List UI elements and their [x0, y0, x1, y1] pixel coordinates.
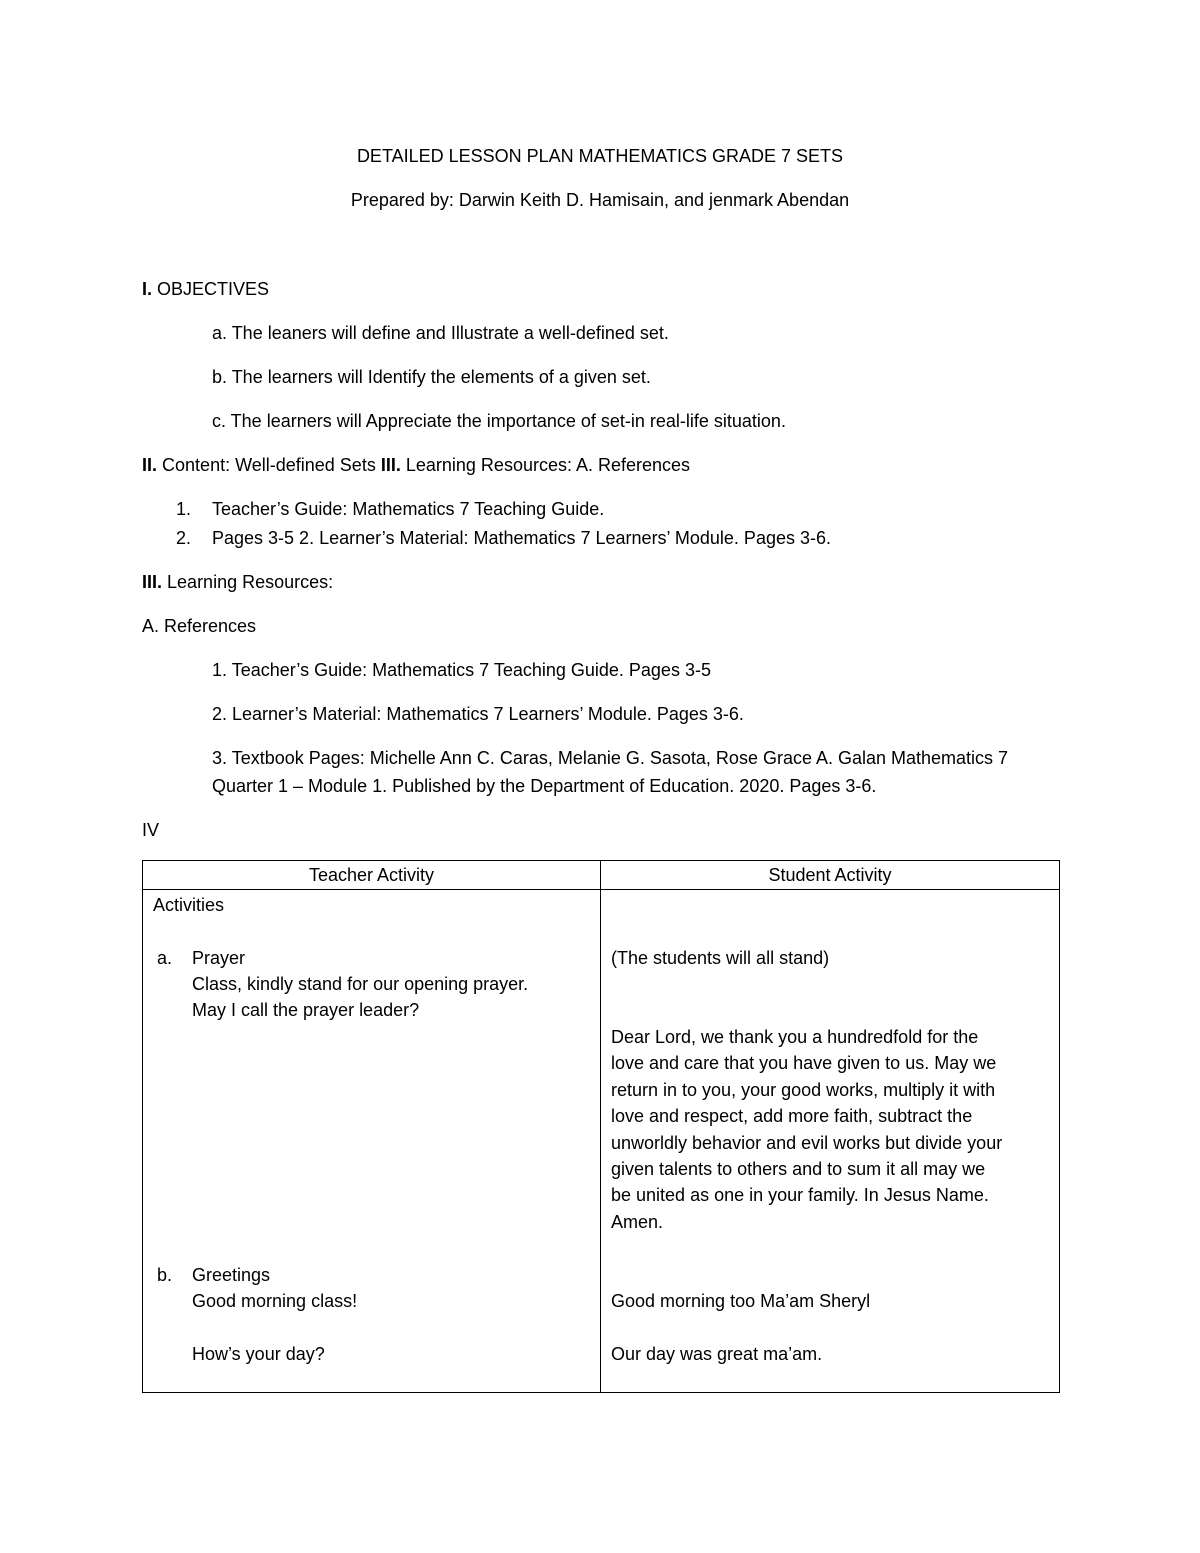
resources-heading: [142, 569, 333, 595]
section-iv-heading: IV: [142, 820, 160, 840]
content-heading-number: II.: [142, 455, 158, 475]
prayer-marker: a.: [157, 948, 173, 968]
document-title: DETAILED LESSON PLAN MATHEMATICS GRADE 7 SETS: [356, 146, 844, 166]
content-list-item: [176, 525, 831, 551]
prayer-text-line: Dear Lord, we thank you a hundredfold for the: [611, 1027, 979, 1047]
prayer-text-line: unworldly behavior and evil works but divide your: [611, 1133, 1003, 1153]
reference-item-2: 2. Learner’s Material: Mathematics 7 Learners’ Module. Pages 3-6.: [212, 704, 744, 724]
prayer-text-line: given talents to others and to sum it all may we: [611, 1159, 986, 1179]
reference-item-3: 3. Textbook Pages: Michelle Ann C. Caras, Melanie G. Sasota, Rose Grace A. Galan Mathematics 7: [212, 748, 1009, 768]
teacher-activity-cell: [143, 890, 601, 1393]
objective-item-c: c. The learners will Appreciate the importance of set-in real-life situation.: [212, 411, 786, 431]
prayer-text-line: love and care that you have given to us. May we: [611, 1053, 997, 1073]
greetings-marker: b.: [157, 1265, 173, 1285]
objective-item-b: b. The learners will Identify the elements of a given set.: [212, 367, 651, 387]
list-marker: 2.: [176, 528, 192, 548]
prayer-text-line: be united as one in your family. In Jesus Name.: [611, 1185, 989, 1205]
teacher-activity-header: Teacher Activity: [143, 861, 601, 890]
objective-item-a: a. The leaners will define and Illustrate a well-defined set.: [212, 323, 669, 343]
prayer-title: Prayer: [192, 948, 246, 968]
greeting-reply: Good morning too Ma’am Sheryl: [611, 1291, 871, 1311]
content-heading: [142, 452, 690, 478]
day-reply: Our day was great ma’am.: [611, 1344, 823, 1364]
greetings-title: Greetings: [192, 1265, 271, 1285]
resources-heading-text: Learning Resources:: [167, 572, 334, 592]
day-question: How’s your day?: [192, 1344, 325, 1364]
table-row: [143, 890, 1060, 1393]
objectives-heading: [142, 276, 269, 302]
prayer-instruction: Class, kindly stand for our opening prayer.: [192, 974, 529, 994]
prayer-text-line: return in to you, your good works, multiply it with: [611, 1080, 996, 1100]
prayer-leader-question: May I call the prayer leader?: [192, 1000, 420, 1020]
list-text: Teacher’s Guide: Mathematics 7 Teaching Guide.: [212, 499, 605, 519]
prepared-by: Prepared by: Darwin Keith D. Hamisain, and jenmark Abendan: [350, 190, 850, 210]
greeting-line: Good morning class!: [192, 1291, 358, 1311]
student-activity-header: Student Activity: [601, 861, 1060, 890]
content-heading-text: Content: Well-defined Sets: [162, 455, 376, 475]
content-resources-text: Learning Resources: A. References: [405, 455, 691, 475]
prayer-text-line: Amen.: [611, 1212, 664, 1232]
list-text: Pages 3-5 2. Learner’s Material: Mathematics 7 Learners’ Module. Pages 3-6.: [212, 528, 831, 548]
prayer-text-line: love and respect, add more faith, subtract the: [611, 1106, 973, 1126]
students-stand: (The students will all stand): [611, 948, 830, 968]
activities-label: Activities: [153, 895, 225, 915]
reference-item-1: 1. Teacher’s Guide: Mathematics 7 Teaching Guide. Pages 3-5: [212, 660, 711, 680]
resources-heading-number: III.: [142, 572, 163, 592]
content-resources-number: III.: [380, 455, 401, 475]
content-list-item: [176, 496, 604, 522]
table-header-row: [143, 861, 1060, 890]
list-marker: 1.: [176, 499, 192, 519]
student-activity-cell: [601, 890, 1060, 1393]
references-subheading: A. References: [142, 616, 257, 636]
activity-table: [142, 860, 1060, 1393]
reference-item-3-continued: Quarter 1 – Module 1. Published by the Department of Education. 2020. Pages 3-6.: [212, 776, 877, 796]
objectives-heading-text: OBJECTIVES: [157, 279, 270, 299]
objectives-heading-number: I.: [142, 279, 153, 299]
